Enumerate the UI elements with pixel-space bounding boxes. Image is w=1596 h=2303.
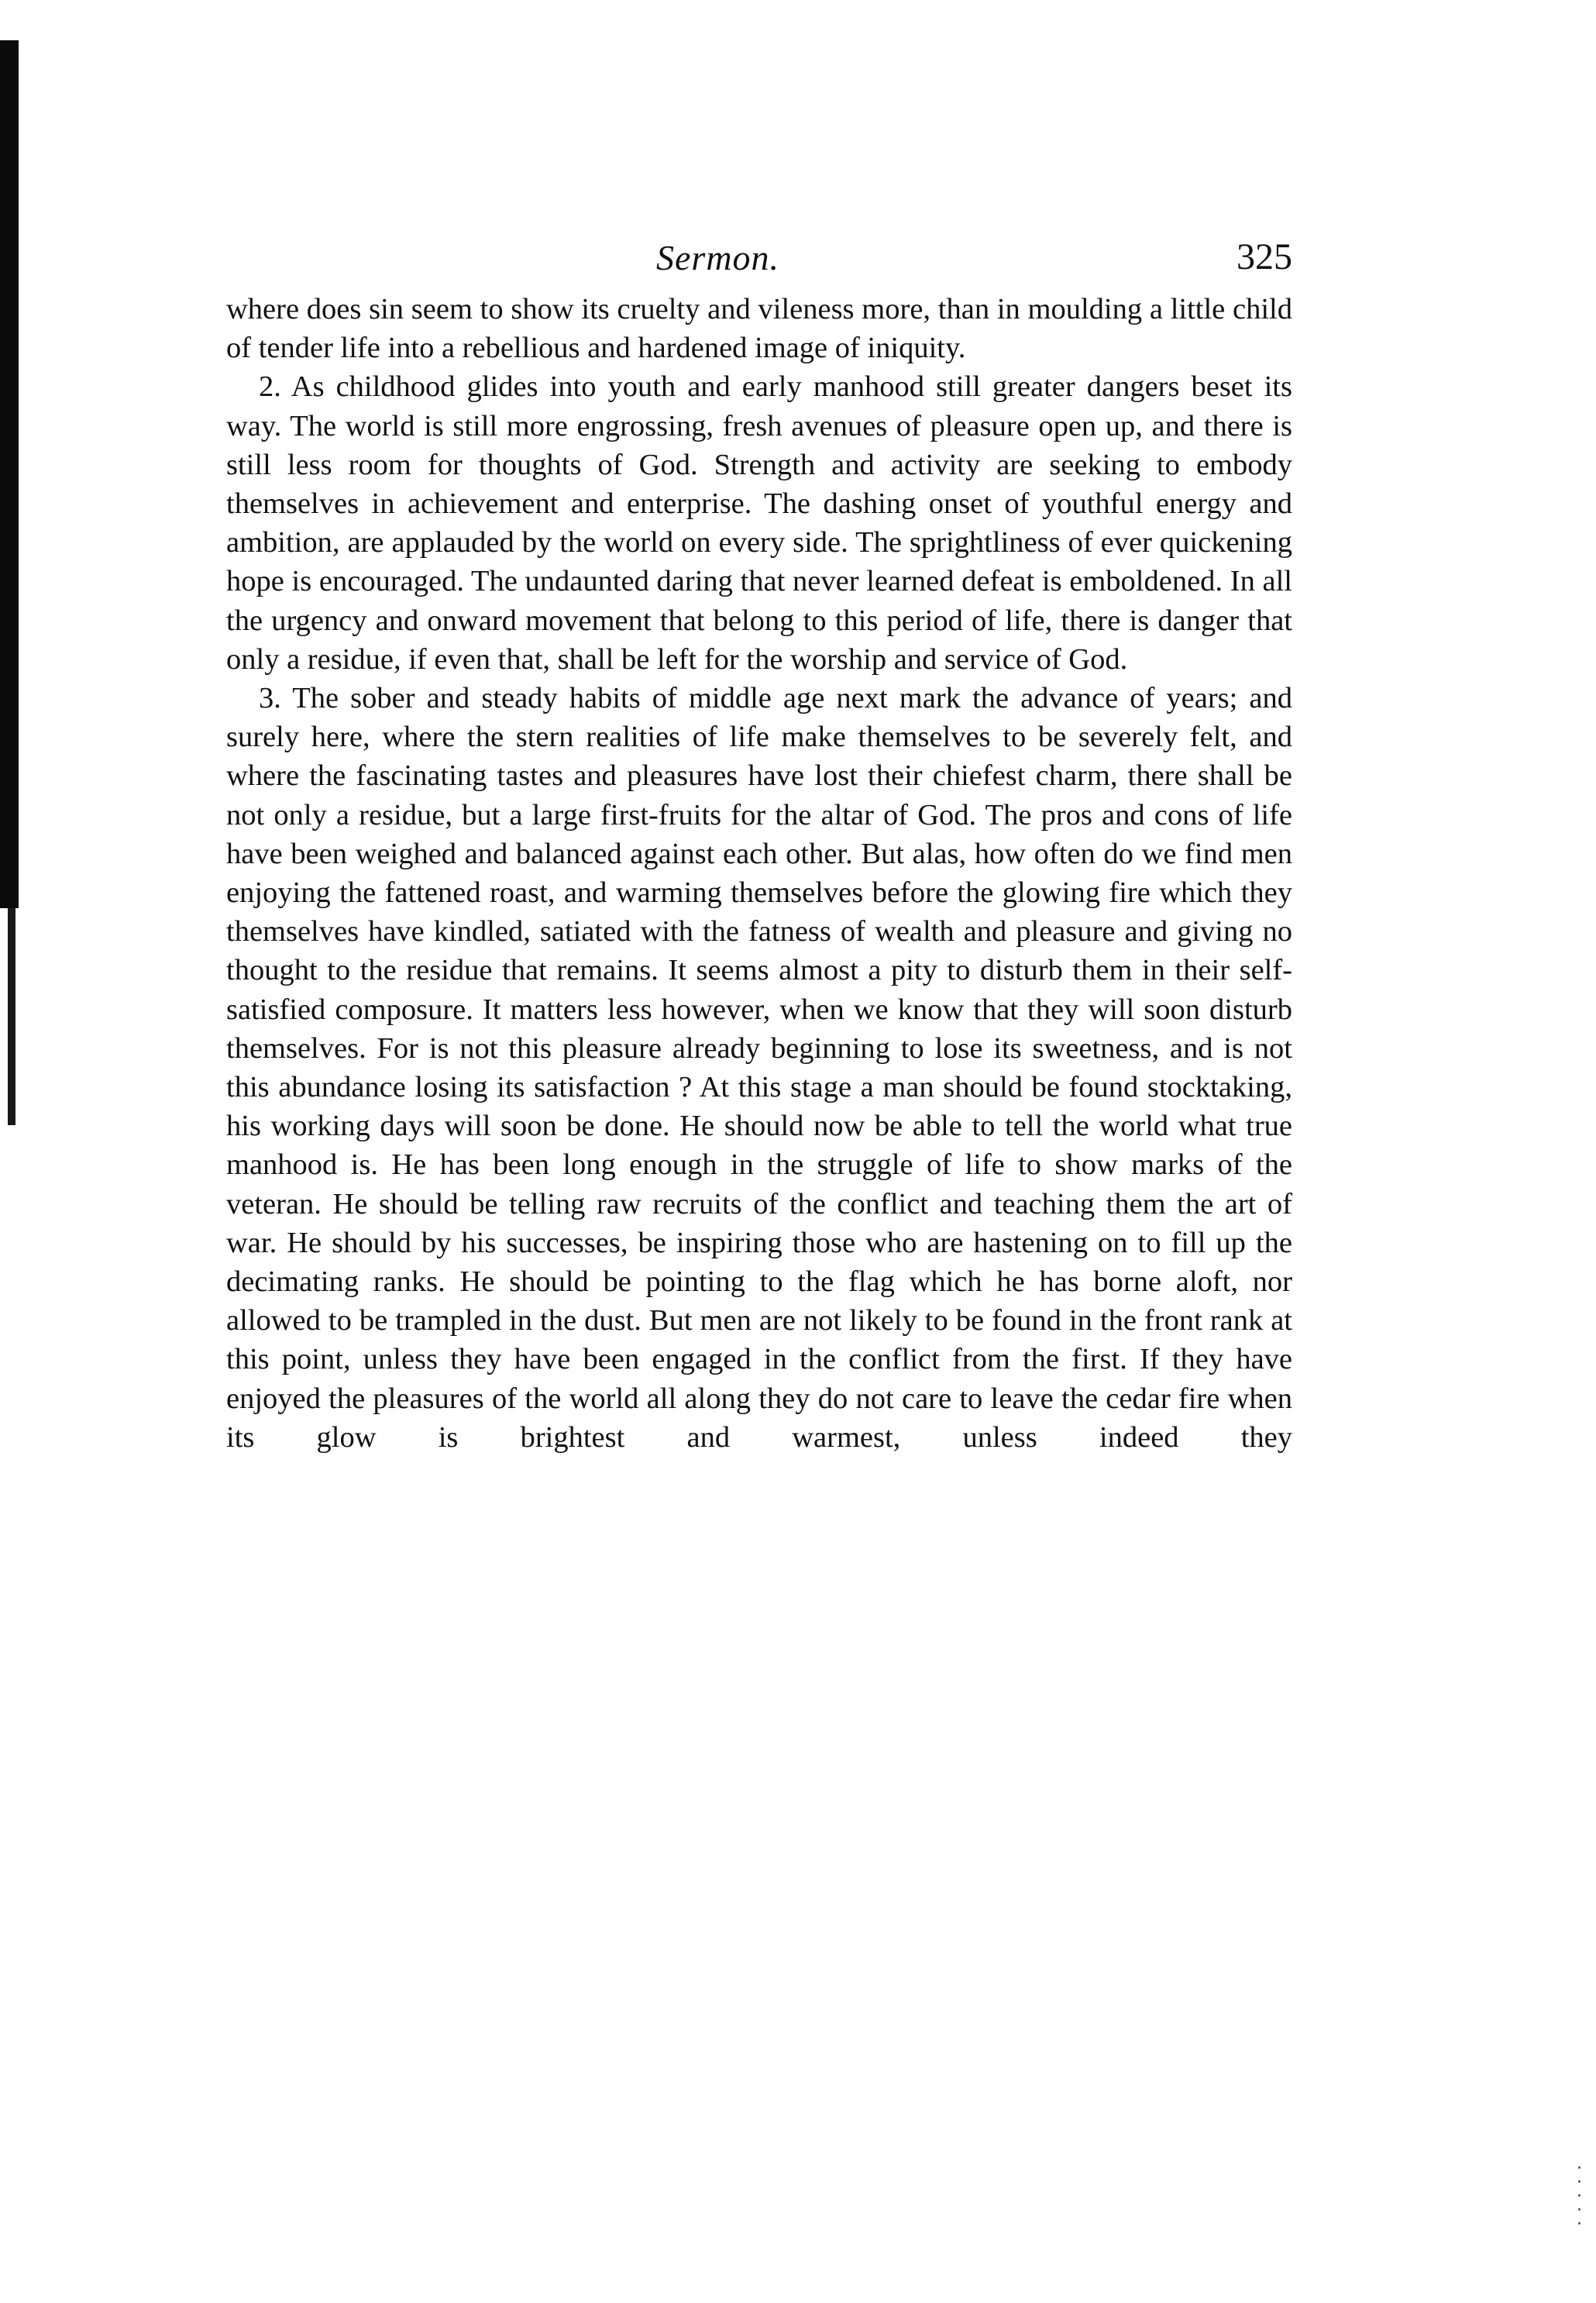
book-page	[226, 225, 1292, 1457]
running-head	[226, 225, 1292, 290]
paragraph-continued: where does sin seem to show its cruelty and vileness more, than in moulding a little child of tender life into a rebellious and hardened image of iniquity.	[226, 293, 1292, 365]
paragraph-middle-age: 3. The sober and steady habits of middle age next mark the advance of years; and surely here, where the stern realities of life make themselves to be severely felt, and where the fascinating tastes and pleasures have lost their chiefest charm, there shall be not only a residue, but a large first-fruits for the altar of God. The pros and cons of life have been weighed and balanced against each other. But alas, how often do we find men enjoying the fattened roast, and warming themselves before the glowing fire which they themselves have kindled, satiated with the fatness of wealth and pleasure and giving no thought to the residue that remains. It seems almost a pity to disturb them in their self-satisfied composure. It matters less however, when we know that they will soon disturb themselves. For is not this pleasure already beginning to lose its sweetness, and is not this abundance losing its satisfaction ? At this stage a man should be found stocktaking, his working days will soon be done. He should now be able to tell the world what true manhood is. He has been long enough in the struggle of life to show marks of the veteran. He should be telling raw recruits of the conflict and teaching them the art of war. He should by his successes, be inspiring those who are hastening on to fill up the decimating ranks. He should be pointing to the flag which he has borne aloft, nor allowed to be trampled in the dust. But men are not likely to be found in the front rank at this point, unless they have been engaged in the conflict from the first. If they have enjoyed the pleasures of the world all along they do not care to leave the cedar fire when its glow is brightest and warmest, unless indeed they	[226, 682, 1292, 1454]
binding-edge-lower	[8, 908, 15, 1125]
body-text	[226, 290, 1292, 1457]
paragraph-youth: 2. As childhood glides into youth and early manhood still greater dangers beset its way. The world is still more engrossing, fresh avenues of pleasure open up, and there is still less room for thoughts of God. Strength and activity are seeking to embody themselves in achievement and enterprise. The dashing onset of youthful energy and ambition, are applauded by the world on every side. The sprightliness of ever quickening hope is encouraged. The undaunted daring that never learned defeat is emboldened. In all the urgency and onward movement that belong to this period of life, there is danger that only a residue, if even that, shall be left for the worship and service of God.	[226, 370, 1292, 676]
page-number: 325	[1237, 236, 1292, 277]
binding-edge	[0, 40, 19, 908]
running-title: Sermon.	[656, 238, 780, 277]
scan-margin-specks: · · · · ·	[1577, 2159, 1582, 2234]
